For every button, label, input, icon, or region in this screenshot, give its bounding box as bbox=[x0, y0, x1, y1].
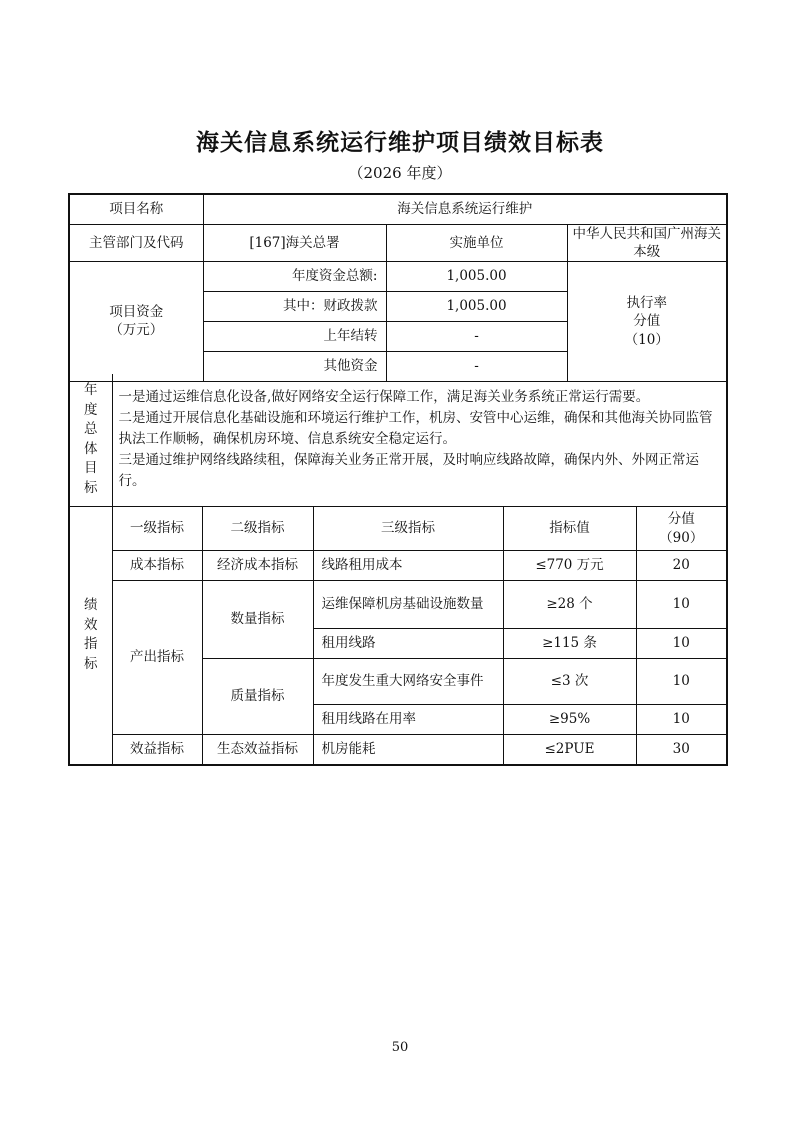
header-score-total: （90） bbox=[659, 529, 704, 546]
header-level3: 三级指标 bbox=[313, 507, 503, 551]
project-name-value: 海关信息系统运行维护 bbox=[203, 194, 727, 224]
indicators-table bbox=[68, 506, 728, 766]
impl-label: 实施单位 bbox=[386, 224, 567, 261]
other-funds-value: - bbox=[386, 351, 567, 381]
q1-level3: 运维保障机房基础设施数量 bbox=[313, 581, 503, 629]
project-name-label: 项目名称 bbox=[69, 194, 203, 224]
goal-label-char: 体 bbox=[84, 440, 98, 457]
q4-level3: 租用线路在用率 bbox=[313, 705, 503, 735]
ind-label-char: 标 bbox=[84, 655, 98, 672]
q4-score: 10 bbox=[636, 705, 727, 735]
cost-value: ≤770 万元 bbox=[503, 551, 636, 581]
header-value: 指标值 bbox=[503, 507, 636, 551]
annual-goal-label bbox=[69, 374, 112, 506]
q4-value: ≥95% bbox=[503, 705, 636, 735]
ind-label-char: 效 bbox=[84, 616, 98, 633]
goal-label-char: 标 bbox=[84, 479, 98, 496]
header-score: 分值 bbox=[667, 511, 695, 528]
goal-label-char: 总 bbox=[84, 421, 98, 438]
header-score-cell bbox=[636, 507, 727, 551]
q3-score: 10 bbox=[636, 659, 727, 705]
ind-label-char: 指 bbox=[84, 636, 98, 653]
table-row bbox=[69, 551, 727, 581]
q2-value: ≥115 条 bbox=[503, 629, 636, 659]
goal-line-2: 二是通过开展信息化基础设施和环境运行维护工作，机房、安管中心运维，确保和其他海关协同监管执法工作顺畅，确保机房环境、信息系统安全稳定运行。 bbox=[118, 410, 713, 448]
table-row bbox=[69, 735, 727, 765]
q1-value: ≥28 个 bbox=[503, 581, 636, 629]
header-level1: 一级指标 bbox=[112, 507, 202, 551]
benefit-score: 30 bbox=[636, 735, 727, 765]
cost-score: 20 bbox=[636, 551, 727, 581]
goal-label-char: 目 bbox=[84, 460, 98, 477]
carryover-value: - bbox=[386, 321, 567, 351]
ind-label-char: 绩 bbox=[84, 597, 98, 614]
total-funds-label: 年度资金总额: bbox=[203, 261, 386, 291]
project-info-table bbox=[68, 193, 728, 382]
exec-rate-cell bbox=[567, 261, 727, 381]
fiscal-funds-label: 其中：财政拨款 bbox=[203, 291, 386, 321]
quality-level2: 质量指标 bbox=[202, 659, 313, 735]
benefit-level3: 机房能耗 bbox=[313, 735, 503, 765]
q2-score: 10 bbox=[636, 629, 727, 659]
q3-level3: 年度发生重大网络安全事件 bbox=[313, 659, 503, 705]
annual-goal-text bbox=[112, 374, 727, 506]
funds-unit: （万元） bbox=[109, 322, 164, 339]
quantity-level2: 数量指标 bbox=[202, 581, 313, 659]
funds-label-cell bbox=[69, 261, 203, 381]
benefit-level2: 生态效益指标 bbox=[202, 735, 313, 765]
goal-label-char: 年 bbox=[84, 382, 98, 399]
annual-goal-table bbox=[68, 374, 728, 507]
exec-score-label: 分值 bbox=[633, 313, 661, 330]
dept-label: 主管部门及代码 bbox=[69, 224, 203, 261]
page-title: 海关信息系统运行维护项目绩效目标表 bbox=[196, 129, 604, 156]
goal-line-1: 一是通过运维信息化设备,做好网络安全运行保障工作，满足海关业务系统正常运行需要。 bbox=[118, 389, 650, 406]
fiscal-funds-value: 1,005.00 bbox=[386, 291, 567, 321]
exec-score-value: （10） bbox=[624, 331, 669, 348]
funds-label: 项目资金 bbox=[109, 304, 164, 321]
header-level2: 二级指标 bbox=[202, 507, 313, 551]
dept-value: [167]海关总署 bbox=[203, 224, 386, 261]
output-level1: 产出指标 bbox=[112, 581, 202, 735]
benefit-level1: 效益指标 bbox=[112, 735, 202, 765]
goal-line-3: 三是通过维护网络线路续租，保障海关业务正常开展，及时响应线路故障，确保内外、外网正常运行。 bbox=[118, 452, 699, 490]
benefit-value: ≤2PUE bbox=[503, 735, 636, 765]
exec-rate-label: 执行率 bbox=[626, 295, 667, 312]
q2-level3: 租用线路 bbox=[313, 629, 503, 659]
goal-label-char: 度 bbox=[84, 401, 98, 418]
carryover-label: 上年结转 bbox=[203, 321, 386, 351]
cost-level2: 经济成本指标 bbox=[202, 551, 313, 581]
year-subtitle: （2026 年度） bbox=[348, 164, 452, 182]
table-row bbox=[69, 581, 727, 629]
impl-value: 中华人民共和国广州海关本级 bbox=[567, 224, 727, 261]
q1-score: 10 bbox=[636, 581, 727, 629]
other-funds-label: 其他资金 bbox=[203, 351, 386, 381]
cost-level1: 成本指标 bbox=[112, 551, 202, 581]
page-number: 50 bbox=[391, 1040, 409, 1055]
q3-value: ≤3 次 bbox=[503, 659, 636, 705]
indicators-label bbox=[69, 507, 112, 765]
total-funds-value: 1,005.00 bbox=[386, 261, 567, 291]
cost-level3: 线路租用成本 bbox=[313, 551, 503, 581]
